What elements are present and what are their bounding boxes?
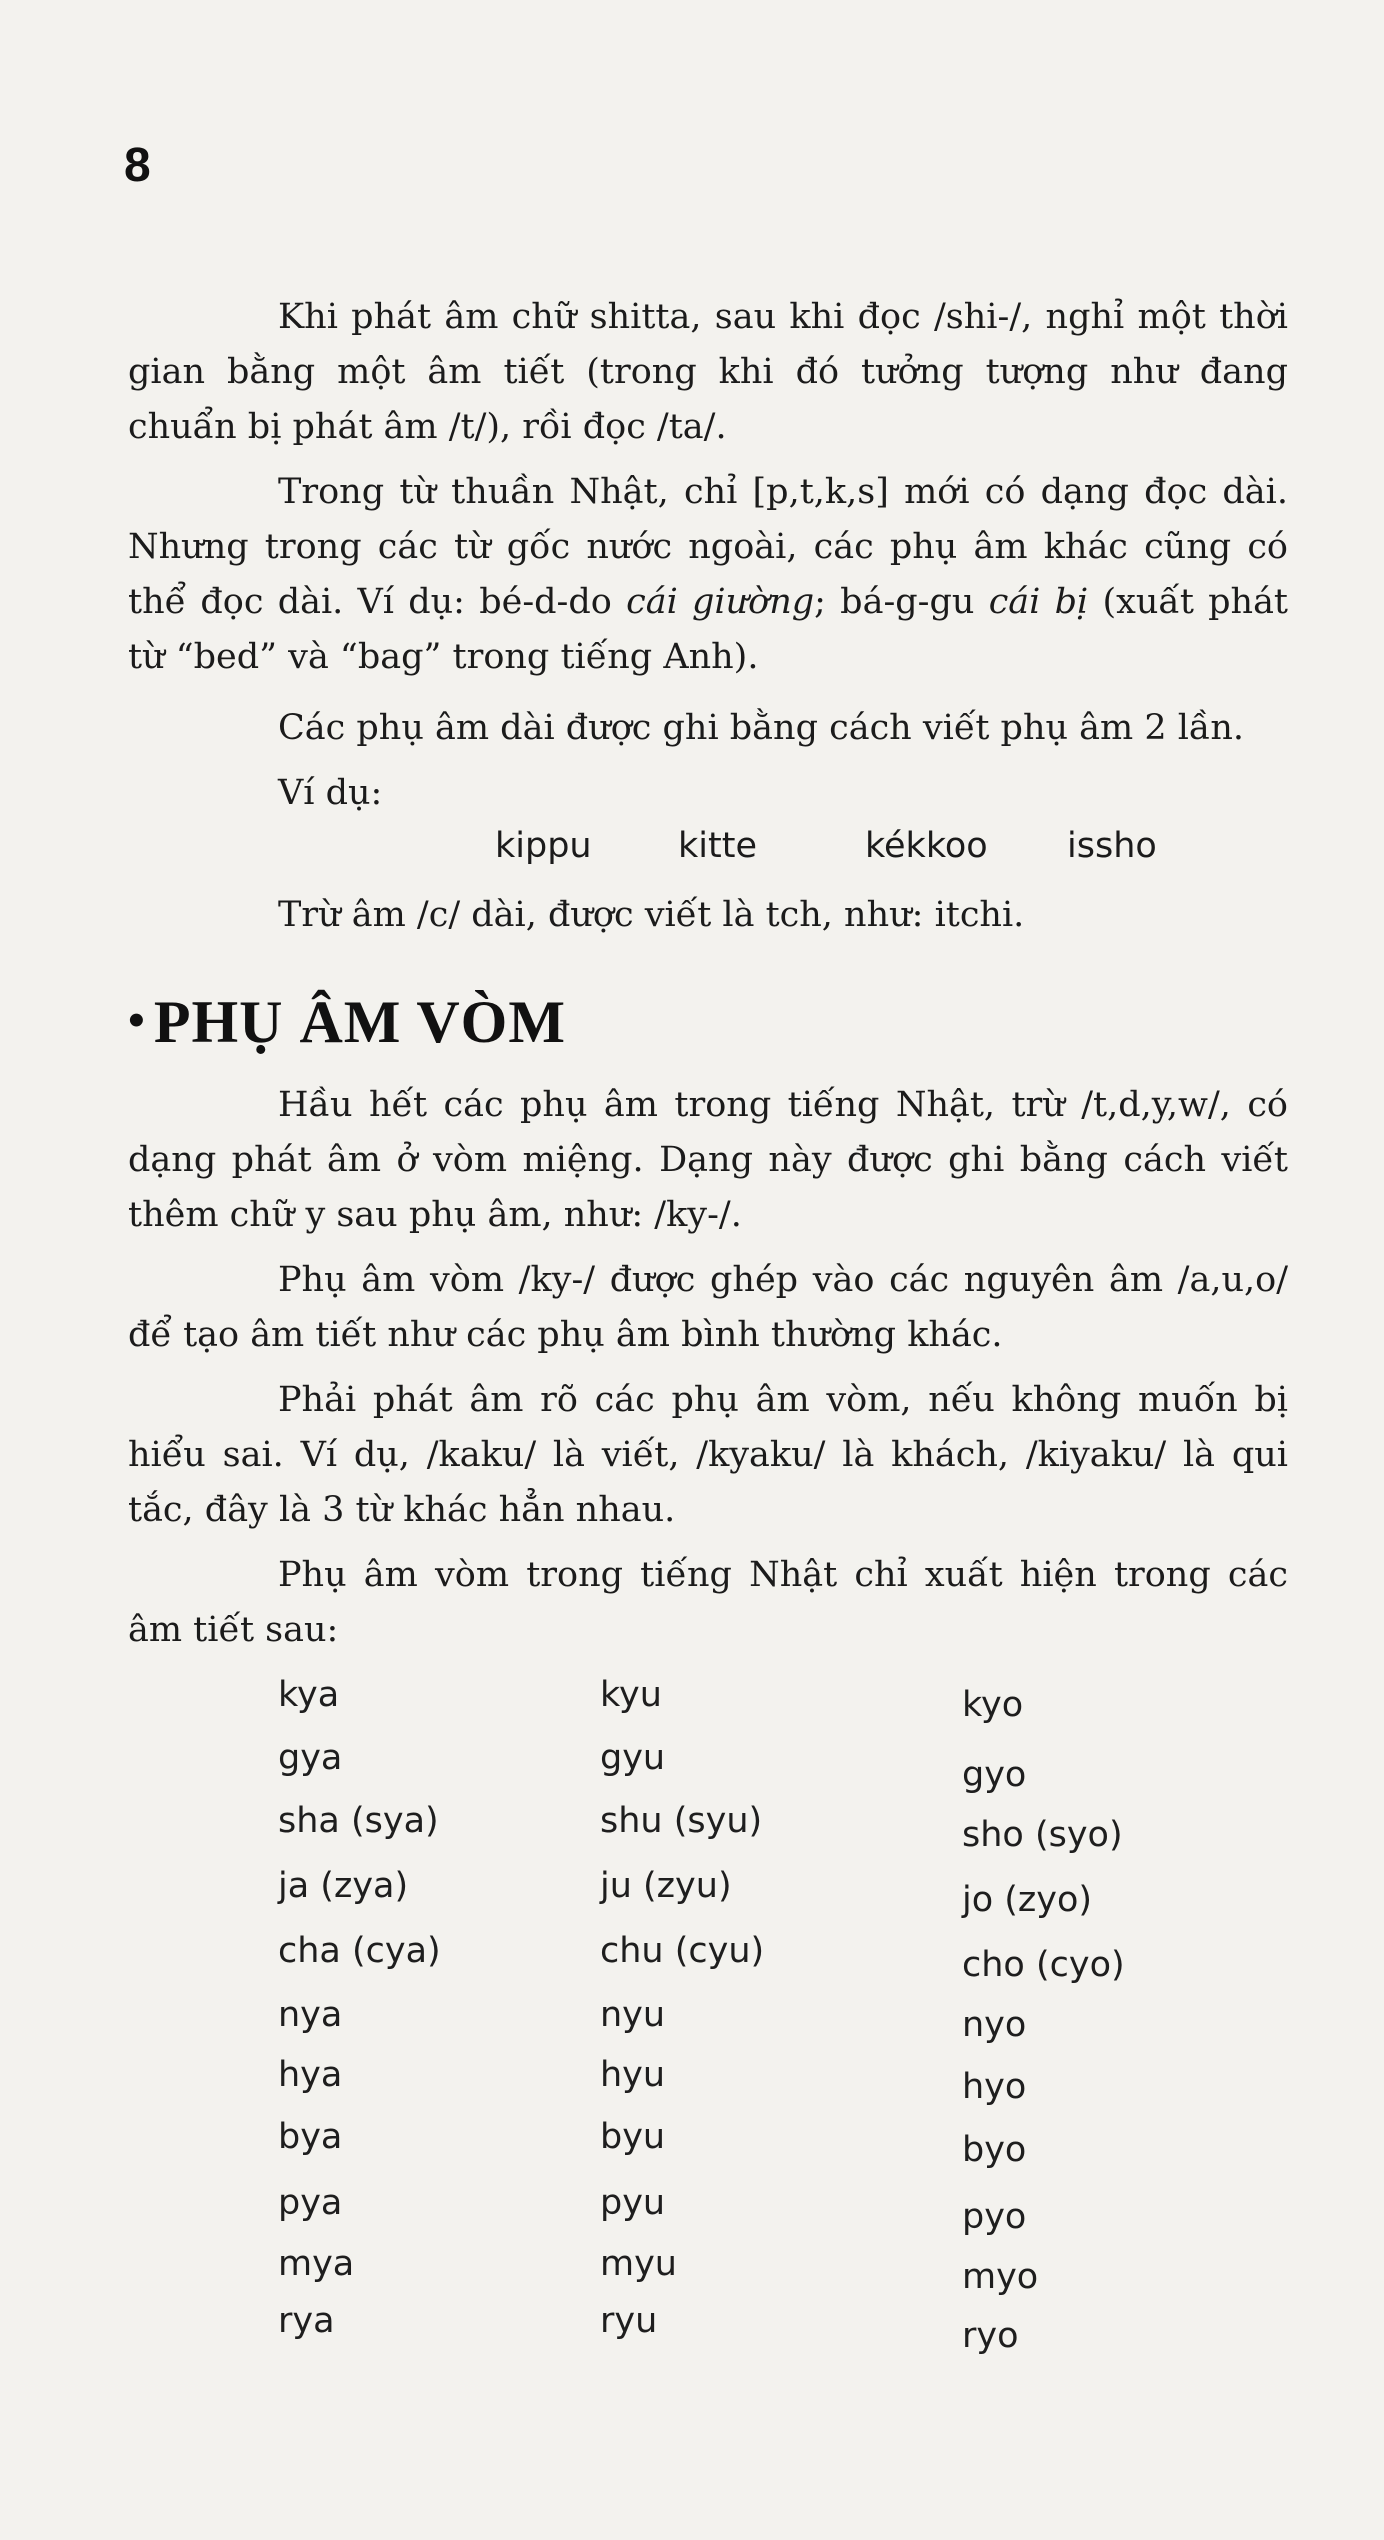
- example-label: Ví dụ:: [278, 773, 383, 813]
- syllable-cell: myu: [600, 2244, 677, 2284]
- syllable-cell: byu: [600, 2117, 666, 2157]
- syllable-cell: pya: [278, 2183, 343, 2223]
- paragraph-palatal-meaning: Phải phát âm rõ các phụ âm vòm, nếu không muốn bị hiểu sai. Ví dụ, /kaku/ là viết, /kyaku/ là khách, /kiyaku/ là qui tắc, đây là 3 từ khác hẳn nhau.: [128, 1380, 1288, 1530]
- syllable-cell: hyu: [600, 2055, 666, 2095]
- example-word: issho: [1067, 826, 1157, 866]
- paragraph-text: Trong từ thuần Nhật, chỉ [p,t,k,s] mới có dạng đọc dài. Nhưng trong các từ gốc nước ngoài, các phụ âm khác cũng có thể đọc dài. Ví dụ: bé-d-do: [128, 472, 1288, 622]
- syllable-cell: cha (cya): [278, 1931, 441, 1971]
- paragraph-tch: Trừ âm /c/ dài, được viết là tch, như: itchi.: [278, 895, 1025, 935]
- syllable-cell: byo: [962, 2130, 1027, 2170]
- paragraph-double-letters: Các phụ âm dài được ghi bằng cách viết phụ âm 2 lần.: [278, 708, 1245, 748]
- syllable-cell: shu (syu): [600, 1801, 763, 1841]
- syllable-cell: hya: [278, 2055, 343, 2095]
- syllable-cell: ja (zya): [278, 1866, 409, 1906]
- italic-gloss: cái bị: [988, 582, 1089, 622]
- syllable-cell: nya: [278, 1995, 343, 2035]
- syllable-cell: nyo: [962, 2005, 1027, 2045]
- syllable-cell: bya: [278, 2117, 343, 2157]
- syllable-cell: cho (cyo): [962, 1945, 1125, 1985]
- syllable-cell: nyu: [600, 1995, 666, 2035]
- paragraph-palatal-intro: Hầu hết các phụ âm trong tiếng Nhật, trừ /t,d,y,w/, có dạng phát âm ở vòm miệng. Dạng này được ghi bằng cách viết thêm chữ y sau phụ âm, như: /ky-/.: [128, 1085, 1288, 1235]
- page-number: 8: [124, 139, 151, 192]
- section-heading-text: PHỤ ÂM VÒM: [153, 989, 566, 1055]
- syllable-cell: pyu: [600, 2183, 666, 2223]
- syllable-cell: sha (sya): [278, 1801, 439, 1841]
- syllable-cell: kyo: [962, 1685, 1024, 1725]
- syllable-cell: kya: [278, 1675, 340, 1715]
- syllable-cell: gyu: [600, 1738, 666, 1778]
- syllable-cell: myo: [962, 2257, 1039, 2297]
- paragraph-shitta: Khi phát âm chữ shitta, sau khi đọc /shi-/, nghỉ một thời gian bằng một âm tiết (trong khi đó tưởng tượng như đang chuẩn bị phát âm /t/), rồi đọc /ta/.: [128, 297, 1288, 447]
- paragraph-palatal-list-intro: Phụ âm vòm trong tiếng Nhật chỉ xuất hiện trong các âm tiết sau:: [128, 1555, 1288, 1650]
- syllable-cell: ryu: [600, 2301, 658, 2341]
- syllable-cell: chu (cyu): [600, 1931, 765, 1971]
- syllable-cell: rya: [278, 2301, 335, 2341]
- example-word: kékkoo: [865, 826, 988, 866]
- syllable-cell: ryo: [962, 2316, 1019, 2356]
- example-word: kippu: [495, 826, 592, 866]
- syllable-cell: ju (zyu): [600, 1866, 732, 1906]
- syllable-cell: gyo: [962, 1755, 1027, 1795]
- syllable-cell: mya: [278, 2244, 355, 2284]
- syllable-cell: gya: [278, 1738, 343, 1778]
- paragraph-text: (xuất phát từ “bed” và “bag” trong tiếng Anh).: [128, 582, 1289, 677]
- bullet-icon: •: [128, 994, 146, 1047]
- syllable-cell: pyo: [962, 2197, 1027, 2237]
- syllable-cell: sho (syo): [962, 1815, 1123, 1855]
- paragraph-long-consonants: [128, 465, 1288, 685]
- syllable-cell: kyu: [600, 1675, 662, 1715]
- paragraph-text: ; bá-g-gu: [814, 582, 989, 622]
- section-heading: [128, 988, 566, 1057]
- italic-gloss: cái giường: [626, 582, 815, 622]
- paragraph-palatal-vowels: Phụ âm vòm /ky-/ được ghép vào các nguyên âm /a,u,o/ để tạo âm tiết như các phụ âm bình thường khác.: [128, 1260, 1288, 1355]
- syllable-cell: hyo: [962, 2067, 1027, 2107]
- example-word: kitte: [678, 826, 757, 866]
- syllable-cell: jo (zyo): [962, 1880, 1093, 1920]
